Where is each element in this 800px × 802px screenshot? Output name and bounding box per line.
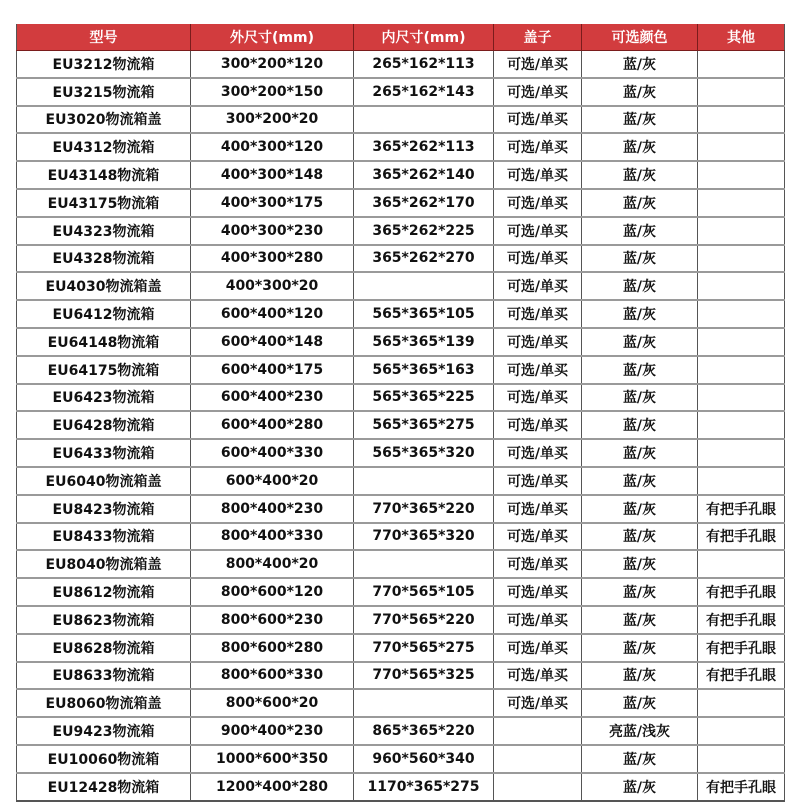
table-row bbox=[17, 356, 785, 384]
cell-other bbox=[698, 300, 785, 328]
cell-outer-size: 400*300*230 bbox=[191, 217, 354, 245]
cell-lid: 可选/单买 bbox=[494, 51, 582, 78]
cell-inner-size: 365*262*113 bbox=[354, 133, 494, 161]
cell-outer-size: 600*400*148 bbox=[191, 328, 354, 356]
cell-inner-size bbox=[354, 467, 494, 495]
cell-outer-size: 600*400*330 bbox=[191, 439, 354, 467]
cell-outer-size: 800*600*120 bbox=[191, 578, 354, 606]
table-header-row bbox=[17, 24, 785, 51]
table-row bbox=[17, 300, 785, 328]
cell-other bbox=[698, 272, 785, 300]
cell-model: EU8423物流箱 bbox=[17, 495, 191, 523]
cell-inner-size: 365*262*270 bbox=[354, 245, 494, 273]
cell-color-options: 蓝/灰 bbox=[582, 189, 698, 217]
header-inner-size: 内尺寸(mm) bbox=[354, 24, 494, 51]
table-row bbox=[17, 745, 785, 773]
cell-inner-size bbox=[354, 689, 494, 717]
cell-lid: 可选/单买 bbox=[494, 106, 582, 134]
cell-other bbox=[698, 133, 785, 161]
cell-color-options: 蓝/灰 bbox=[582, 328, 698, 356]
cell-inner-size: 565*365*163 bbox=[354, 356, 494, 384]
cell-model: EU9423物流箱 bbox=[17, 717, 191, 745]
cell-inner-size: 960*560*340 bbox=[354, 745, 494, 773]
cell-color-options: 蓝/灰 bbox=[582, 106, 698, 134]
cell-lid: 可选/单买 bbox=[494, 161, 582, 189]
cell-color-options: 蓝/灰 bbox=[582, 495, 698, 523]
cell-other bbox=[698, 217, 785, 245]
cell-color-options: 蓝/灰 bbox=[582, 523, 698, 551]
cell-lid: 可选/单买 bbox=[494, 634, 582, 662]
cell-inner-size: 365*262*140 bbox=[354, 161, 494, 189]
cell-outer-size: 600*400*175 bbox=[191, 356, 354, 384]
cell-model: EU6433物流箱 bbox=[17, 439, 191, 467]
cell-other bbox=[698, 356, 785, 384]
cell-lid: 可选/单买 bbox=[494, 467, 582, 495]
table-row bbox=[17, 550, 785, 578]
cell-other: 有把手孔眼 bbox=[698, 578, 785, 606]
table-row bbox=[17, 106, 785, 134]
cell-inner-size bbox=[354, 550, 494, 578]
cell-outer-size: 800*600*280 bbox=[191, 634, 354, 662]
cell-model: EU3215物流箱 bbox=[17, 78, 191, 106]
cell-lid: 可选/单买 bbox=[494, 78, 582, 106]
cell-model: EU10060物流箱 bbox=[17, 745, 191, 773]
table-row bbox=[17, 78, 785, 106]
cell-color-options: 蓝/灰 bbox=[582, 606, 698, 634]
cell-color-options: 蓝/灰 bbox=[582, 689, 698, 717]
cell-model: EU12428物流箱 bbox=[17, 773, 191, 801]
cell-outer-size: 1000*600*350 bbox=[191, 745, 354, 773]
cell-model: EU8040物流箱盖 bbox=[17, 550, 191, 578]
table-row bbox=[17, 689, 785, 717]
cell-color-options: 蓝/灰 bbox=[582, 773, 698, 801]
table-row bbox=[17, 523, 785, 551]
cell-color-options: 蓝/灰 bbox=[582, 78, 698, 106]
cell-lid: 可选/单买 bbox=[494, 662, 582, 690]
cell-model: EU4328物流箱 bbox=[17, 245, 191, 273]
cell-outer-size: 400*300*280 bbox=[191, 245, 354, 273]
cell-color-options: 蓝/灰 bbox=[582, 550, 698, 578]
cell-outer-size: 600*400*20 bbox=[191, 467, 354, 495]
cell-outer-size: 600*400*120 bbox=[191, 300, 354, 328]
cell-color-options: 蓝/灰 bbox=[582, 161, 698, 189]
cell-inner-size bbox=[354, 106, 494, 134]
cell-lid: 可选/单买 bbox=[494, 272, 582, 300]
cell-outer-size: 400*300*120 bbox=[191, 133, 354, 161]
cell-outer-size: 600*400*280 bbox=[191, 411, 354, 439]
cell-other: 有把手孔眼 bbox=[698, 495, 785, 523]
cell-color-options: 蓝/灰 bbox=[582, 217, 698, 245]
cell-model: EU64175物流箱 bbox=[17, 356, 191, 384]
cell-inner-size: 565*365*139 bbox=[354, 328, 494, 356]
table-row bbox=[17, 467, 785, 495]
cell-model: EU43175物流箱 bbox=[17, 189, 191, 217]
cell-model: EU8612物流箱 bbox=[17, 578, 191, 606]
table-row bbox=[17, 133, 785, 161]
cell-outer-size: 800*600*230 bbox=[191, 606, 354, 634]
cell-color-options: 蓝/灰 bbox=[582, 133, 698, 161]
header-other: 其他 bbox=[698, 24, 785, 51]
table-row bbox=[17, 384, 785, 412]
header-color-options: 可选颜色 bbox=[582, 24, 698, 51]
cell-other bbox=[698, 439, 785, 467]
cell-color-options: 蓝/灰 bbox=[582, 745, 698, 773]
cell-outer-size: 800*400*330 bbox=[191, 523, 354, 551]
cell-other: 有把手孔眼 bbox=[698, 662, 785, 690]
table-row bbox=[17, 606, 785, 634]
cell-color-options: 蓝/灰 bbox=[582, 467, 698, 495]
cell-color-options: 蓝/灰 bbox=[582, 51, 698, 78]
cell-model: EU8628物流箱 bbox=[17, 634, 191, 662]
cell-lid: 可选/单买 bbox=[494, 523, 582, 551]
cell-model: EU8433物流箱 bbox=[17, 523, 191, 551]
cell-model: EU43148物流箱 bbox=[17, 161, 191, 189]
table-row bbox=[17, 217, 785, 245]
cell-other bbox=[698, 78, 785, 106]
cell-lid: 可选/单买 bbox=[494, 439, 582, 467]
cell-color-options: 亮蓝/浅灰 bbox=[582, 717, 698, 745]
cell-outer-size: 400*300*175 bbox=[191, 189, 354, 217]
cell-model: EU3212物流箱 bbox=[17, 51, 191, 78]
cell-lid: 可选/单买 bbox=[494, 133, 582, 161]
cell-inner-size: 770*565*325 bbox=[354, 662, 494, 690]
cell-other: 有把手孔眼 bbox=[706, 779, 776, 796]
cell-model: EU6428物流箱 bbox=[17, 411, 191, 439]
cell-color-options: 蓝/灰 bbox=[582, 662, 698, 690]
cell-lid: 可选/单买 bbox=[494, 217, 582, 245]
cell-outer-size: 900*400*230 bbox=[191, 717, 354, 745]
cell-outer-size: 800*600*330 bbox=[191, 662, 354, 690]
table-row bbox=[17, 662, 785, 690]
cell-color-options: 蓝/灰 bbox=[582, 634, 698, 662]
table-row bbox=[17, 773, 785, 801]
cell-lid: 可选/单买 bbox=[494, 245, 582, 273]
cell-model: EU64148物流箱 bbox=[17, 328, 191, 356]
cell-inner-size: 1170*365*275 bbox=[354, 773, 494, 801]
cell-other bbox=[698, 106, 785, 134]
cell-inner-size: 770*565*275 bbox=[354, 634, 494, 662]
cell-model: EU4030物流箱盖 bbox=[17, 272, 191, 300]
cell-lid: 可选/单买 bbox=[494, 606, 582, 634]
cell-other bbox=[698, 161, 785, 189]
cell-lid: 可选/单买 bbox=[494, 689, 582, 717]
cell-other bbox=[698, 51, 785, 78]
cell-outer-size: 400*300*20 bbox=[191, 272, 354, 300]
cell-other bbox=[698, 245, 785, 273]
cell-model: EU8623物流箱 bbox=[17, 606, 191, 634]
cell-inner-size: 770*365*320 bbox=[354, 523, 494, 551]
cell-lid bbox=[494, 745, 582, 773]
cell-inner-size: 565*365*275 bbox=[354, 411, 494, 439]
header-outer-size: 外尺寸(mm) bbox=[191, 24, 354, 51]
header-model: 型号 bbox=[17, 24, 191, 51]
cell-other bbox=[698, 189, 785, 217]
cell-inner-size: 770*565*220 bbox=[354, 606, 494, 634]
cell-inner-size: 265*162*143 bbox=[354, 78, 494, 106]
table-row bbox=[17, 578, 785, 606]
cell-outer-size: 300*200*150 bbox=[191, 78, 354, 106]
cell-other bbox=[698, 467, 785, 495]
table-row bbox=[17, 272, 785, 300]
cell-other: 有把手孔眼 bbox=[698, 606, 785, 634]
cell-model: EU8060物流箱盖 bbox=[17, 689, 191, 717]
cell-other bbox=[698, 550, 785, 578]
product-spec-table bbox=[16, 24, 785, 802]
cell-inner-size: 565*365*225 bbox=[354, 384, 494, 412]
cell-model: EU6423物流箱 bbox=[17, 384, 191, 412]
cell-inner-size bbox=[354, 272, 494, 300]
cell-outer-size: 800*600*20 bbox=[191, 689, 354, 717]
table-body bbox=[17, 51, 785, 801]
table-row bbox=[17, 634, 785, 662]
cell-other bbox=[698, 384, 785, 412]
cell-other: 有把手孔眼 bbox=[698, 634, 785, 662]
cell-lid: 可选/单买 bbox=[494, 411, 582, 439]
cell-other bbox=[698, 717, 785, 745]
cell-outer-size: 400*300*148 bbox=[191, 161, 354, 189]
cell-model: EU8633物流箱 bbox=[17, 662, 191, 690]
cell-inner-size: 770*565*105 bbox=[354, 578, 494, 606]
table-row bbox=[17, 495, 785, 523]
table-row bbox=[17, 411, 785, 439]
cell-lid bbox=[494, 773, 582, 801]
cell-outer-size: 300*200*120 bbox=[191, 51, 354, 78]
cell-outer-size: 600*400*230 bbox=[191, 384, 354, 412]
cell-lid: 可选/单买 bbox=[494, 578, 582, 606]
table-row bbox=[17, 245, 785, 273]
cell-other bbox=[698, 328, 785, 356]
cell-model: EU3020物流箱盖 bbox=[17, 106, 191, 134]
header-lid: 盖子 bbox=[494, 24, 582, 51]
cell-lid: 可选/单买 bbox=[494, 495, 582, 523]
cell-outer-size: 1200*400*280 bbox=[191, 773, 354, 801]
cell-inner-size: 365*262*170 bbox=[354, 189, 494, 217]
cell-other bbox=[698, 411, 785, 439]
table-row bbox=[17, 189, 785, 217]
cell-color-options: 蓝/灰 bbox=[582, 300, 698, 328]
cell-model: EU4312物流箱 bbox=[17, 133, 191, 161]
cell-other: 有把手孔眼 bbox=[698, 523, 785, 551]
table-row bbox=[17, 439, 785, 467]
cell-outer-size: 800*400*230 bbox=[191, 495, 354, 523]
cell-inner-size: 770*365*220 bbox=[354, 495, 494, 523]
cell-other bbox=[698, 745, 785, 773]
cell-color-options: 蓝/灰 bbox=[582, 411, 698, 439]
table-row bbox=[17, 328, 785, 356]
cell-lid: 可选/单买 bbox=[494, 356, 582, 384]
cell-inner-size: 865*365*220 bbox=[354, 717, 494, 745]
cell-model: EU6040物流箱盖 bbox=[17, 467, 191, 495]
cell-outer-size: 300*200*20 bbox=[191, 106, 354, 134]
cell-inner-size: 365*262*225 bbox=[354, 217, 494, 245]
cell-inner-size: 565*365*105 bbox=[354, 300, 494, 328]
cell-other bbox=[698, 689, 785, 717]
cell-lid: 可选/单买 bbox=[494, 550, 582, 578]
cell-lid: 可选/单买 bbox=[494, 384, 582, 412]
cell-color-options: 蓝/灰 bbox=[582, 384, 698, 412]
cell-lid bbox=[494, 717, 582, 745]
table-row bbox=[17, 51, 785, 78]
cell-inner-size: 565*365*320 bbox=[354, 439, 494, 467]
cell-model: EU4323物流箱 bbox=[17, 217, 191, 245]
table-row bbox=[17, 717, 785, 745]
cell-lid: 可选/单买 bbox=[494, 328, 582, 356]
cell-lid: 可选/单买 bbox=[494, 300, 582, 328]
cell-outer-size: 800*400*20 bbox=[191, 550, 354, 578]
cell-color-options: 蓝/灰 bbox=[582, 578, 698, 606]
cell-model: EU6412物流箱 bbox=[17, 300, 191, 328]
cell-color-options: 蓝/灰 bbox=[582, 272, 698, 300]
cell-color-options: 蓝/灰 bbox=[582, 356, 698, 384]
cell-lid: 可选/单买 bbox=[494, 189, 582, 217]
cell-color-options: 蓝/灰 bbox=[582, 245, 698, 273]
cell-color-options: 蓝/灰 bbox=[582, 439, 698, 467]
table-row bbox=[17, 161, 785, 189]
cell-inner-size: 265*162*113 bbox=[354, 51, 494, 78]
